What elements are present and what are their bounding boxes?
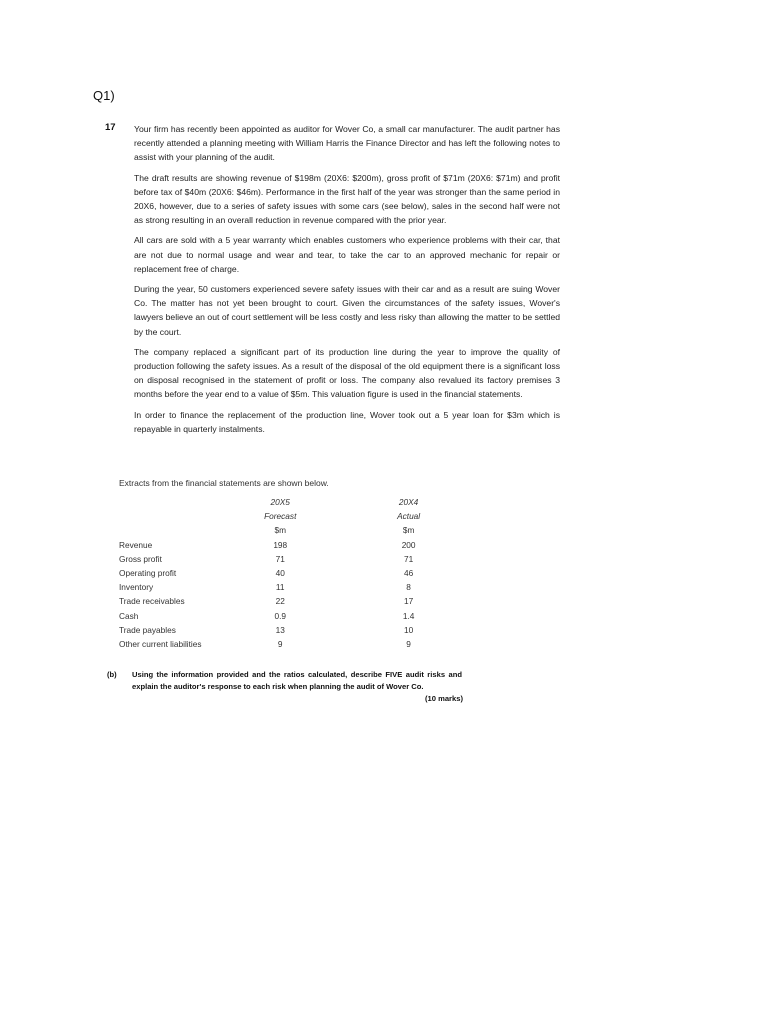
row-label: Other current liabilities (119, 639, 202, 650)
row-label: Revenue (119, 539, 153, 550)
table-row (119, 552, 479, 566)
table-row (119, 594, 479, 608)
table-row (119, 637, 479, 651)
col-basis-forecast: Forecast (264, 511, 297, 522)
header-row-unit (119, 523, 479, 537)
table-row (119, 566, 479, 580)
part-b-text: Using the information provided and the ratios calculated, describe FIVE audit risks and explain the auditor's response to each risk when planning the audit of Wover Co. (132, 670, 462, 691)
row-forecast: 22 (275, 596, 285, 607)
row-forecast: 40 (275, 568, 285, 579)
financial-table (119, 495, 479, 651)
paragraph-draft-results: The draft results are showing revenue of $198m (20X6: $200m), gross profit of $71m (20X6: $71m) and profit before tax of $40m (20X6: $46m). Performance in the first half of the year was stronger than the same period in 20X6, however, due to a series of safety issues with some cars (see below), sales in the second half were not as strong resulting in an overall reduction in revenue compared with the prior year. (134, 172, 560, 226)
col-basis-actual: Actual (397, 511, 421, 522)
col-year-forecast: 20X5 (270, 497, 290, 507)
col-unit-actual: $m (402, 525, 415, 536)
paragraph-intro: Your firm has recently been appointed as auditor for Wover Co, a small car manufacturer. The audit partner has recently attended a planning meeting with William Harris the Finance Director and has left the following notes to assist with your planning of the audit. (134, 124, 560, 163)
extract-intro: Extracts from the financial statements are shown below. (119, 478, 329, 488)
row-forecast: 9 (277, 639, 283, 650)
row-label: Trade payables (119, 624, 176, 635)
row-forecast: 71 (275, 553, 285, 564)
part-b-letter: (b) (107, 670, 117, 679)
col-unit-forecast: $m (274, 525, 286, 536)
header-row-year (119, 495, 479, 509)
row-label: Gross profit (119, 553, 162, 564)
paragraph-production-line: The company replaced a significant part of its production line during the year to improve the quality of production following the safety issues. As a result of the disposal of the old equipment there is a significant loss on disposal recognised in the statement of profit or loss. The company also revalued its factory premises 3 months before the year end to a value of $5m. This valuation figure is used in the financial statements. (134, 346, 560, 400)
row-forecast: 13 (275, 624, 285, 635)
row-actual: 1.4 (402, 610, 415, 621)
financial-extract (119, 476, 479, 651)
paragraph-loan: In order to finance the replacement of the production line, Wover took out a 5 year loan for $3m which is repayable in quarterly instalments. (134, 409, 560, 434)
row-actual: 200 (401, 539, 416, 550)
question-number: 17 (105, 122, 116, 133)
table-row (119, 580, 479, 594)
row-forecast: 11 (275, 582, 285, 593)
question-paragraphs (134, 122, 560, 442)
row-actual: 9 (406, 639, 411, 650)
row-label: Operating profit (119, 568, 177, 579)
header-row-basis (119, 509, 479, 523)
table-row (119, 623, 479, 637)
part-b-marks: (10 marks) (425, 694, 463, 703)
row-actual: 8 (406, 582, 411, 593)
table-row (119, 609, 479, 623)
row-label: Inventory (119, 582, 154, 593)
row-actual: 46 (404, 568, 414, 579)
row-actual: 71 (404, 553, 414, 564)
col-year-actual: 20X4 (398, 497, 419, 507)
row-label: Trade receivables (119, 596, 185, 607)
paragraph-safety-issues: During the year, 50 customers experienced severe safety issues with their car and as a result are suing Wover Co. The matter has not yet been brought to court. Given the circumstances of the safety issues, Wover's lawyers believe an out of court settlement will be less costly and less risky than allowing the matter to be settled by the court. (134, 284, 560, 337)
row-actual: 10 (404, 624, 414, 635)
row-forecast: 0.9 (274, 610, 287, 621)
row-actual: 17 (404, 596, 414, 607)
row-forecast: 198 (273, 539, 288, 550)
question-label: Q1) (93, 88, 115, 103)
paragraph-warranty: All cars are sold with a 5 year warranty which enables customers who experience problems with their car, that are not due to normal usage and wear and tear, to take the car to an approved mechanic for repair or replacement free of charge. (134, 235, 560, 274)
table-row (119, 538, 479, 552)
row-label: Cash (119, 610, 139, 621)
